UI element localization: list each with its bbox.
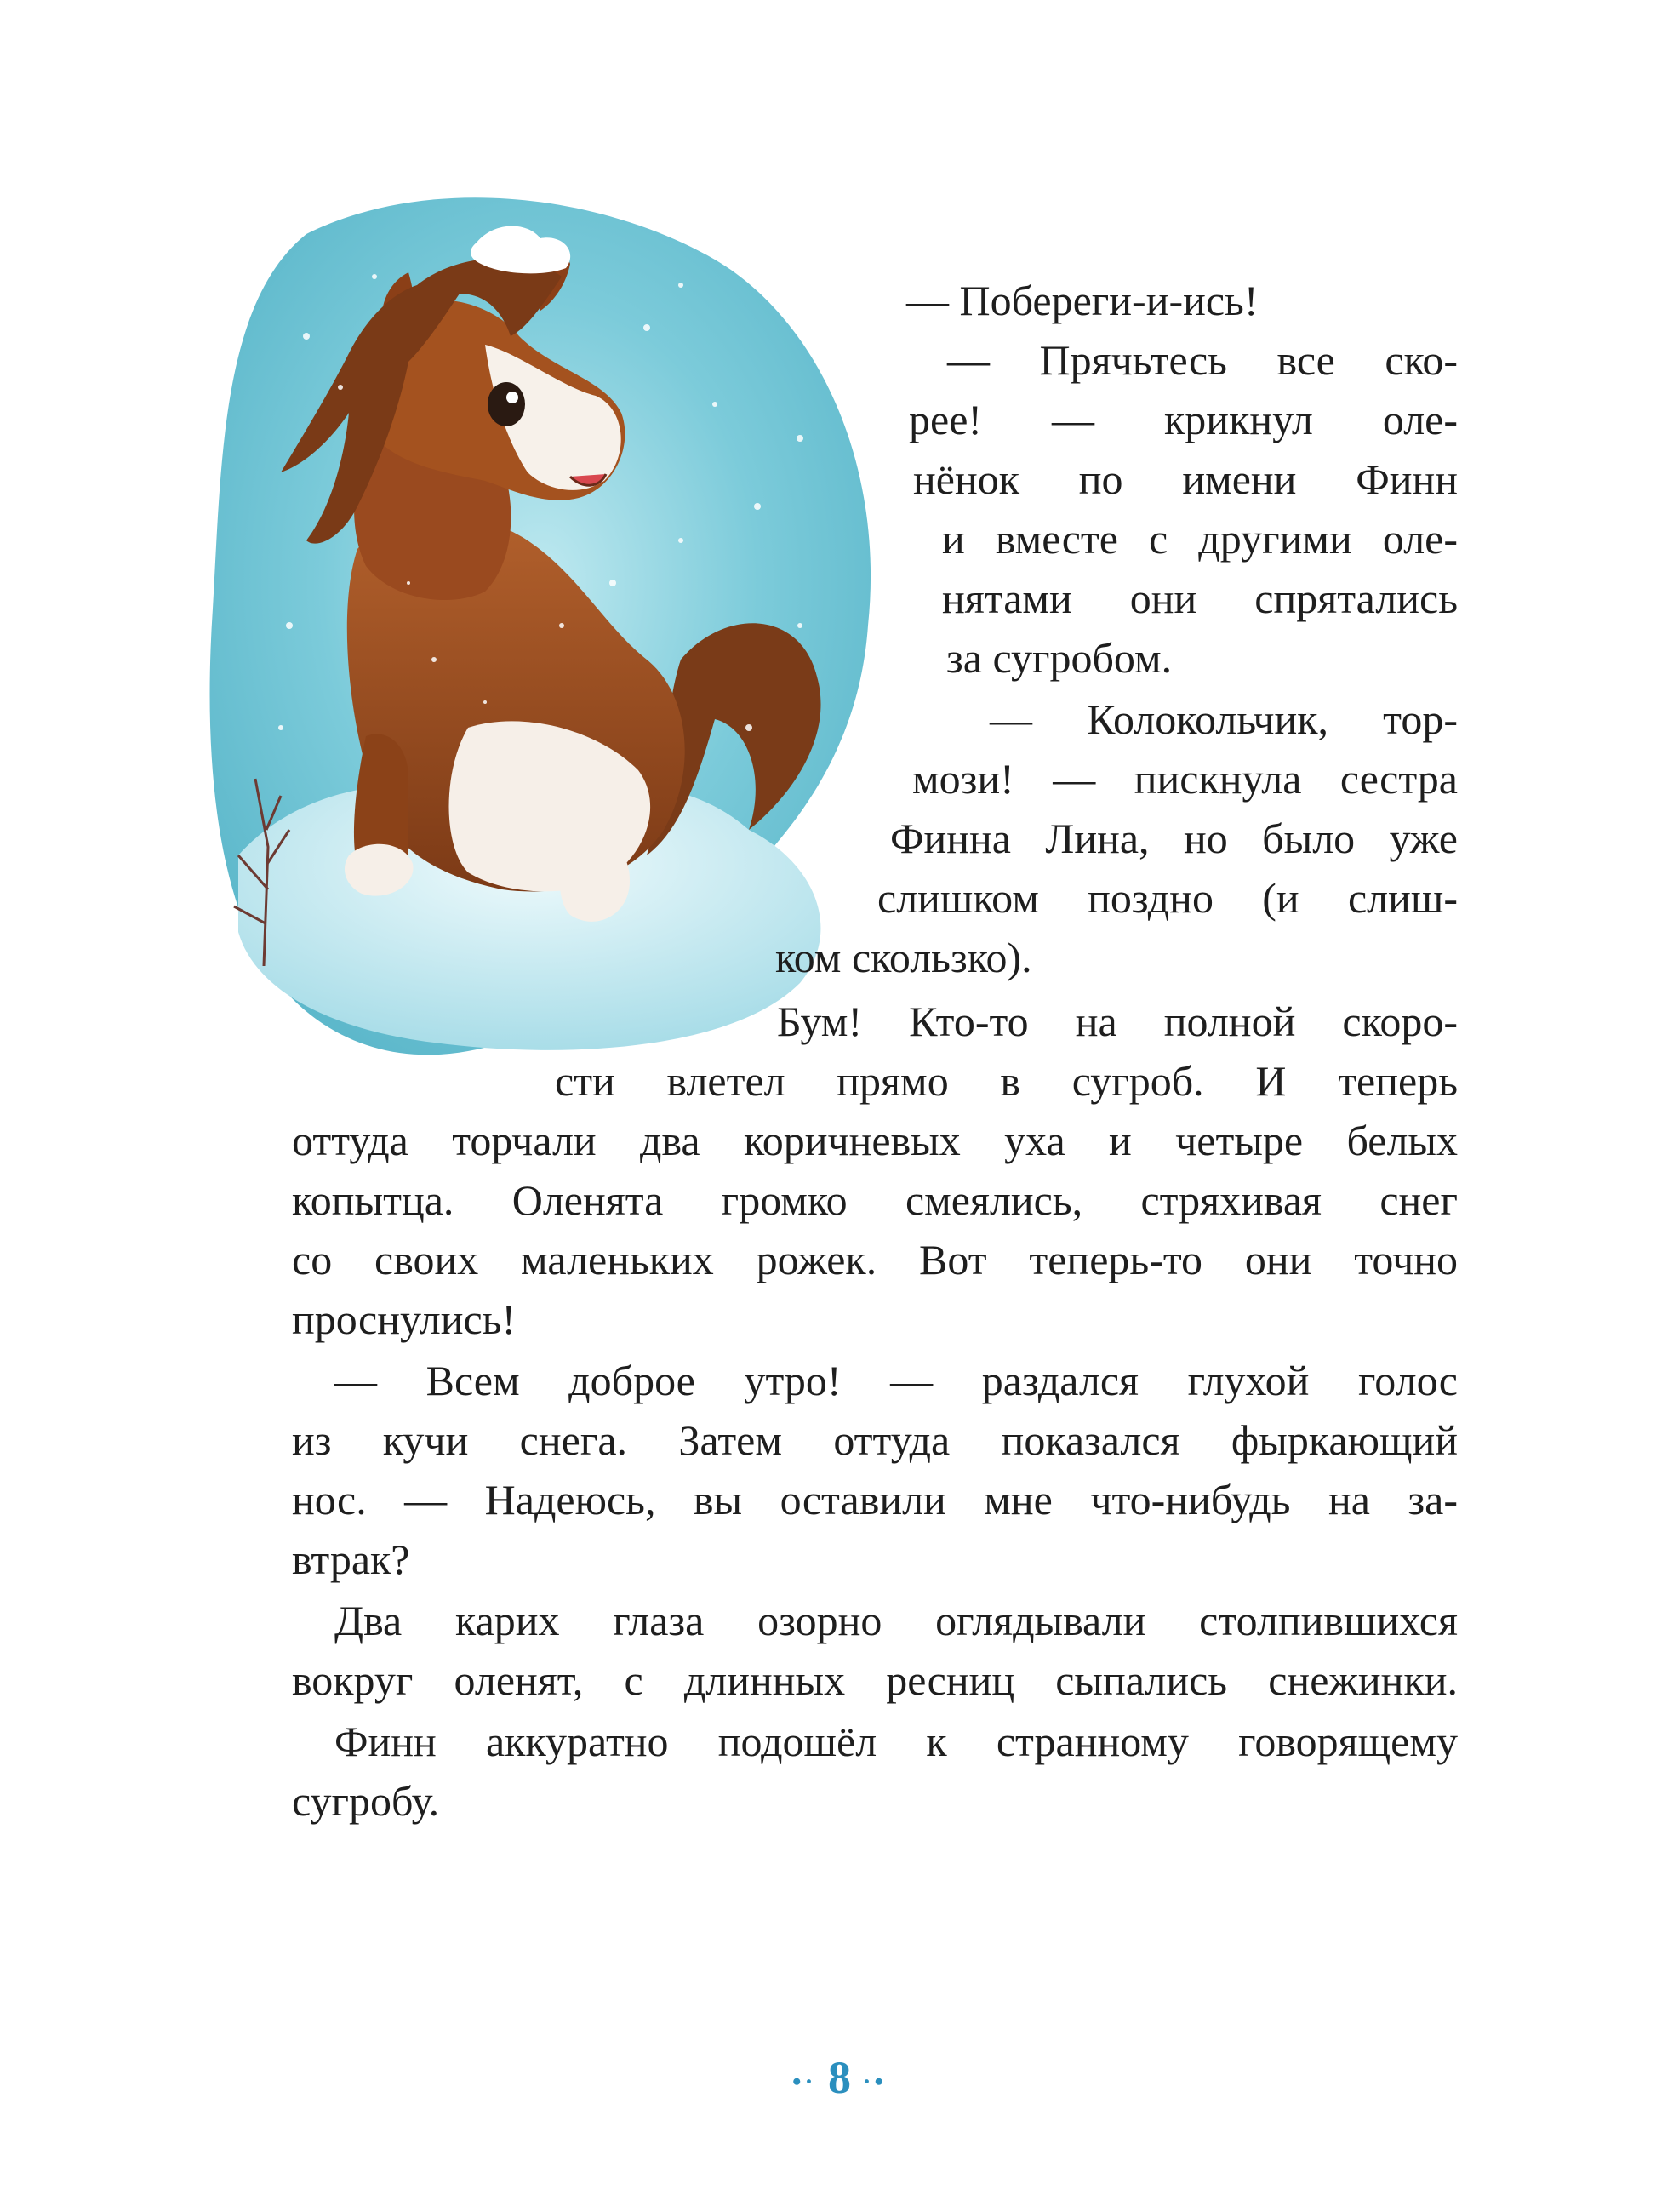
page-number-right-dots: ·• <box>862 2067 888 2096</box>
story-line: рее! — крикнул оле- <box>909 396 1458 443</box>
story-line: нос. — Надеюсь, вы оставили мне что-нибудь на за- <box>292 1476 1458 1523</box>
page-number-value: 8 <box>828 2052 851 2103</box>
story-line: — Всем доброе утро! — раздался глухой голос <box>334 1357 1458 1404</box>
story-line: копытца. Оленята громко смеялись, стряхивая снег <box>292 1176 1458 1224</box>
story-line: ком скользко). <box>775 934 1032 981</box>
story-line: Два карих глаза озорно оглядывали столпившихся <box>334 1597 1458 1644</box>
story-line: мози! — пискнула сестра <box>912 755 1458 803</box>
story-line: нятами они спрятались <box>942 574 1458 622</box>
story-line: оттуда торчали два коричневых уха и четыре белых <box>292 1117 1458 1164</box>
story-line: нёнок по имени Финн <box>913 455 1458 503</box>
story-line: со своих маленьких рожек. Вот теперь-то они точно <box>292 1236 1458 1283</box>
story-line: из кучи снега. Затем оттуда показался фыркающий <box>292 1416 1458 1464</box>
story-line: — Прячьтесь все ско- <box>947 336 1458 384</box>
story-line: втрак? <box>292 1535 410 1583</box>
story-line: Бум! Кто-то на полной скоро- <box>777 997 1458 1045</box>
story-line: Финн аккуратно подошёл к странному говорящему <box>334 1718 1458 1765</box>
pony-eye-highlight <box>506 392 518 403</box>
story-line: и вместе с другими оле- <box>942 515 1458 563</box>
story-line: — Колокольчик, тор- <box>990 695 1458 743</box>
story-line: Финна Лина, но было уже <box>890 814 1458 862</box>
story-line: слишком поздно (и слиш- <box>877 874 1458 922</box>
page-number <box>0 2051 1679 2104</box>
story-line: сти влетел прямо в сугроб. И теперь <box>555 1057 1458 1105</box>
pony-eye <box>488 382 525 426</box>
page-number-left-dots: •· <box>791 2067 817 2096</box>
story-line: вокруг оленят, с длинных ресниц сыпались снежинки. <box>292 1656 1458 1704</box>
story-line: проснулись! <box>292 1295 517 1343</box>
story-line: за сугробом. <box>946 634 1173 682</box>
story-line: сугробу. <box>292 1777 440 1825</box>
story-line: — Побереги-и-ись! <box>906 277 1259 324</box>
